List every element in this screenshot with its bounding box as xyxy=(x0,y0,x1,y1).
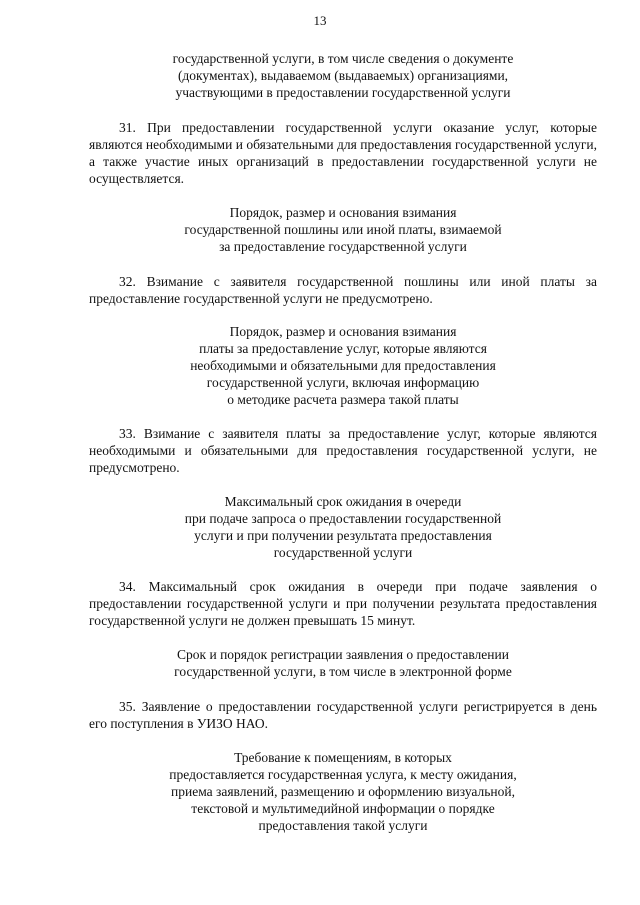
heading-line: при подаче запроса о предоставлении государственной xyxy=(184,511,502,526)
heading-line: предоставления такой услуги xyxy=(258,818,428,833)
section-heading-state-fee xyxy=(89,204,597,255)
heading-line: государственной услуги, включая информацию xyxy=(206,375,480,390)
heading-line: предоставляется государственная услуга, к месту ожидания, xyxy=(169,767,517,782)
heading-line: услуги и при получении результата предоставления xyxy=(194,528,492,543)
heading-line: Порядок, размер и основания взимания xyxy=(229,205,457,220)
heading-line: текстовой и мультимедийной информации о порядке xyxy=(191,801,495,816)
page-number: 13 xyxy=(313,13,327,28)
heading-line: приема заявлений, размещению и оформлению визуальной, xyxy=(171,784,515,799)
paragraph-32: 32. Взимание с заявителя государственной пошлины или иной платы за предоставление государственной услуги не предусмотрено. xyxy=(89,274,597,306)
heading-line: за предоставление государственной услуги xyxy=(219,239,467,254)
heading-line: государственной услуги, в том числе в электронной форме xyxy=(174,664,512,679)
heading-line: платы за предоставление услуг, которые являются xyxy=(199,341,487,356)
heading-line: государственной пошлины или иной платы, взимаемой xyxy=(184,222,502,237)
heading-line: (документах), выдаваемом (выдаваемых) организациями, xyxy=(177,68,509,83)
section-heading-queue-time xyxy=(89,493,597,561)
heading-line: необходимыми и обязательными для предоставления xyxy=(190,358,496,373)
paragraph-35: 35. Заявление о предоставлении государственной услуги регистрируется в день его поступления в УИЗО НАО. xyxy=(89,699,597,731)
heading-line: Требование к помещениям, в которых xyxy=(234,750,452,765)
heading-line: Порядок, размер и основания взимания xyxy=(229,324,457,339)
section-heading-document-info xyxy=(89,50,597,101)
heading-line: о методике расчета размера такой платы xyxy=(227,392,459,407)
section-heading-premises-requirements xyxy=(89,749,597,834)
paragraph-33: 33. Взимание с заявителя платы за предоставление услуг, которые являются необходимыми и обязательными для предоставления государственной услуги, не предусмотрено. xyxy=(89,426,597,475)
heading-line: Максимальный срок ожидания в очереди xyxy=(224,494,462,509)
heading-line: участвующими в предоставлении государственной услуги xyxy=(175,85,511,100)
heading-line: Срок и порядок регистрации заявления о предоставлении xyxy=(177,647,509,662)
section-heading-service-fee xyxy=(89,323,597,408)
paragraph-34: 34. Максимальный срок ожидания в очереди при подаче заявления о предоставлении государственной услуги и при получении результата предоставления государственной услуги не должен превышать 15 минут. xyxy=(89,579,597,628)
heading-line: государственной услуги xyxy=(273,545,413,560)
page-content xyxy=(89,50,597,834)
section-heading-registration xyxy=(89,646,597,680)
paragraph-31: 31. При предоставлении государственной услуги оказание услуг, которые являются необходимыми и обязательными для предоставления государственной услуги, а также участие иных организаций в предоставлении государственной услуги не осуществляется. xyxy=(89,120,597,186)
heading-line: государственной услуги, в том числе сведения о документе xyxy=(172,51,514,66)
